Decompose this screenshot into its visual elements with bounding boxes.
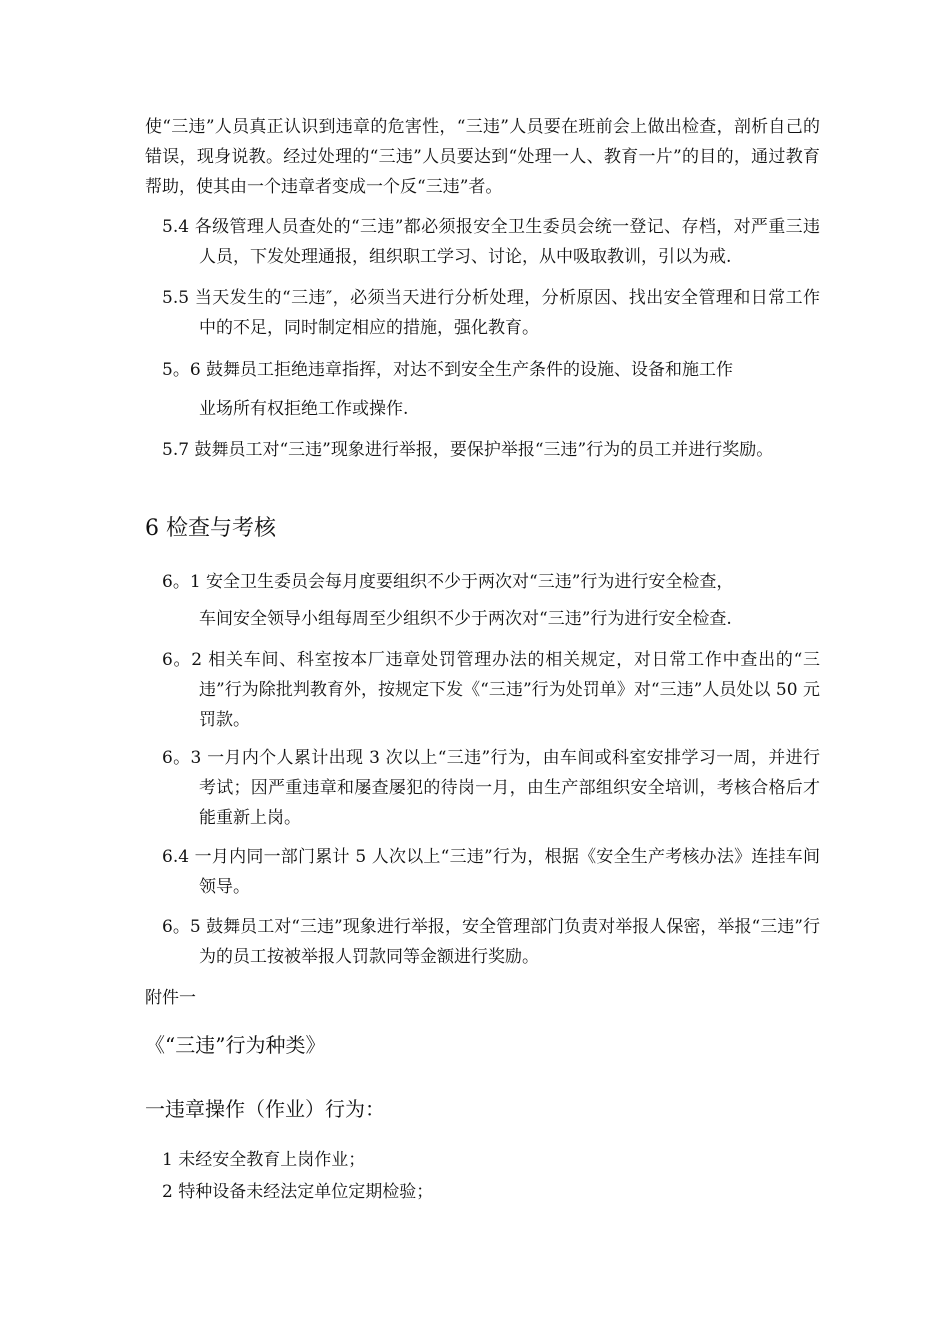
paragraph-intro: 使“三违”人员真正认识到违章的危害性，“三违”人员要在班前会上做出检查，剖析自己的错误，现身说教。经过处理的“三违”人员要达到“处理一人、教育一片”的目的，通过教育帮助，使其由一个违章者变成一个反“三违”者。 [145,117,820,197]
clause-6-1-line2: 车间安全领导小组每周至少组织不少于两次对“三违”行为进行安全检查. [199,609,732,629]
list-item-2: 2 特种设备未经法定单位定期检验； [162,1182,434,1202]
attachment-title: 《“三违”行为种类》 [145,1033,326,1057]
category-1-heading: 一违章操作（作业）行为： [145,1097,385,1121]
attachment-label: 附件一 [145,988,196,1008]
clause-6-3: 6。3 一月内个人累计出现 3 次以上“三违”行为，由车间或科室安排学习一周，并进行考试；因严重违章和屡查屡犯的待岗一月，由生产部组织安全培训，考核合格后才能重新上岗。 [162,748,820,828]
clause-6-4: 6.4 一月内同一部门累计 5 人次以上“三违”行为，根据《安全生产考核办法》连挂车间领导。 [162,847,820,897]
clause-6-5: 6。5 鼓舞员工对“三违”现象进行举报，安全管理部门负责对举报人保密，举报“三违”行为的员工按被举报人罚款同等金额进行奖励。 [162,917,820,967]
clause-6-1-line1: 6。1 安全卫生委员会每月度要组织不少于两次对“三违”行为进行安全检查， [162,572,734,592]
clause-5-5: 5.5 当天发生的“三违″，必须当天进行分析处理，分析原因、找出安全管理和日常工作中的不足，同时制定相应的措施，强化教育。 [162,288,820,338]
clause-5-7: 5.7 鼓舞员工对“三违”现象进行举报，要保护举报“三违”行为的员工并进行奖励。 [162,440,774,460]
clause-5-6-line2: 业场所有权拒绝工作或操作. [199,399,409,419]
clause-5-6-line1: 5。6 鼓舞员工拒绝违章指挥，对达不到安全生产条件的设施、设备和施工作 [162,360,734,380]
clause-5-4: 5.4 各级管理人员查处的“三违”都必须报安全卫生委员会统一登记、存档，对严重三违人员，下发处理通报，组织职工学习、讨论，从中吸取教训，引以为戒. [162,217,820,267]
list-item-1: 1 未经安全教育上岗作业； [162,1150,366,1170]
clause-6-2: 6。2 相关车间、科室按本厂违章处罚管理办法的相关规定，对日常工作中查出的“三违”行为除批判教育外，按规定下发《“三违”行为处罚单》对“三违”人员处以 50 元罚款。 [162,650,820,730]
section-6-heading: 6 检查与考核 [145,516,276,541]
